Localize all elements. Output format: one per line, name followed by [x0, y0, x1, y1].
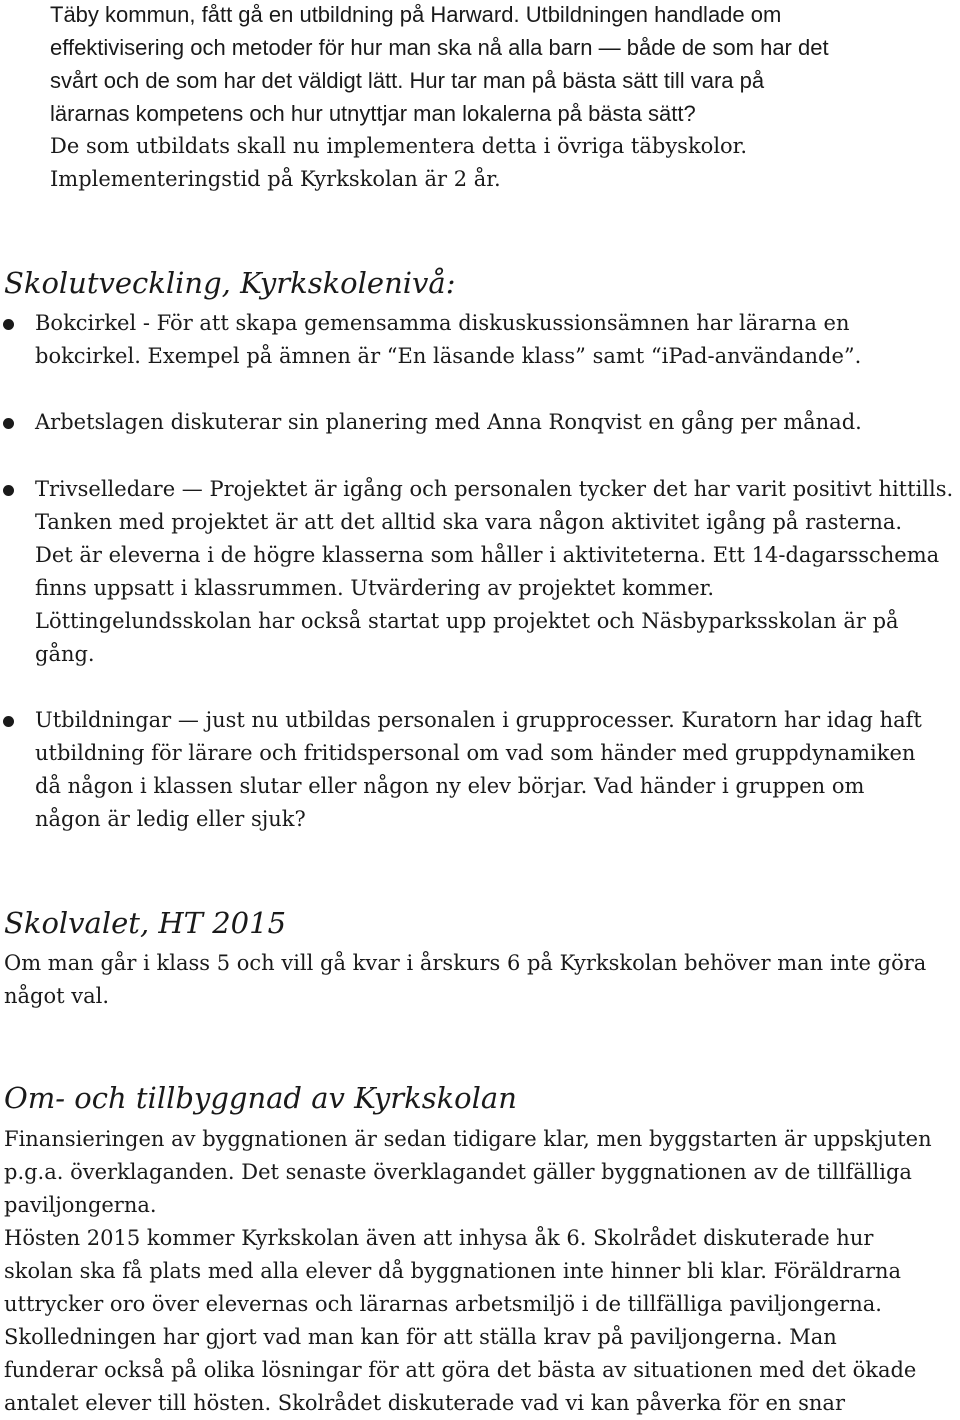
text-line: Det är eleverna i de högre klasserna som håller i aktiviteterna. Ett 14-dagarsschema	[35, 543, 940, 567]
bullet-icon	[3, 319, 14, 330]
text-line: Bokcirkel - För att skapa gemensamma diskuskussionsämnen har lärarna en	[35, 311, 850, 335]
bullet-text	[35, 473, 960, 671]
section-heading-skolutveckling: Skolutveckling, Kyrkskolenivå:	[4, 266, 456, 300]
bullet-icon	[3, 418, 14, 429]
paragraph-tillbyggnad	[4, 1123, 954, 1420]
bullet-icon	[3, 485, 14, 496]
text-line: Tanken med projektet är att det alltid ska vara någon aktivitet igång på rasterna.	[35, 510, 903, 534]
text-line: funderar också på olika lösningar för att göra det bästa av situationen med det ökade	[4, 1358, 917, 1382]
text-line: skolan ska få plats med alla elever då byggnationen inte hinner bli klar. Föräldrarna	[4, 1259, 902, 1283]
text-line: svårt och de som har det väldigt lätt. Hur tar man på bästa sätt till vara på	[50, 68, 765, 93]
text-line: finns uppsatt i klassrummen. Utvärdering av projektet kommer.	[35, 576, 715, 600]
text-line: Skolledningen har gjort vad man kan för att ställa krav på paviljongerna. Man	[4, 1325, 837, 1349]
text-line: då någon i klassen slutar eller någon ny elev börjar. Vad händer i gruppen om	[35, 774, 865, 798]
text-line: uttrycker oro över elevernas och lärarnas arbetsmiljö i de tillfälliga paviljongerna.	[4, 1292, 882, 1316]
text-line: någon är ledig eller sjuk?	[35, 807, 306, 831]
text-line: något val.	[4, 984, 110, 1008]
text-line: lärarnas kompetens och hur utnyttjar man lokalerna på bästa sätt?	[50, 101, 696, 126]
paragraph-skolvalet	[4, 947, 954, 1013]
text-line: bokcirkel. Exempel på ämnen är “En läsande klass” samt “iPad-användande”.	[35, 344, 862, 368]
intro-paragraph	[50, 0, 950, 196]
bullet-icon	[3, 716, 14, 727]
text-line: Trivselledare — Projektet är igång och personalen tycker det har varit positivt hittills.	[35, 477, 954, 501]
text-line: Arbetslagen diskuterar sin planering med Anna Ronqvist en gång per månad.	[35, 410, 862, 434]
text-line: Utbildningar — just nu utbildas personalen i grupprocesser. Kuratorn har idag haft	[35, 708, 922, 732]
text-line: De som utbildats skall nu implementera detta i övriga täbyskolor.	[50, 134, 748, 158]
text-line: Finansieringen av byggnationen är sedan tidigare klar, men byggstarten är uppskjuten	[4, 1127, 932, 1151]
bullet-text	[35, 704, 960, 836]
section-heading-tillbyggnad: Om- och tillbyggnad av Kyrkskolan	[4, 1081, 517, 1115]
text-line: paviljongerna.	[4, 1193, 157, 1217]
text-line: utbildning för lärare och fritidspersonal om vad som händer med gruppdynamiken	[35, 741, 916, 765]
text-line: Löttingelundsskolan har också startat upp projektet och Näsbyparksskolan är på	[35, 609, 899, 633]
bullet-text	[35, 406, 960, 439]
text-line: gång.	[35, 642, 95, 666]
bullet-text	[35, 307, 960, 373]
text-line: effektivisering och metoder för hur man ska nå alla barn — både de som har det	[50, 35, 829, 60]
text-line: antalet elever till hösten. Skolrådet diskuterade vad vi kan påverka för en snar	[4, 1391, 845, 1415]
text-line: Implementeringstid på Kyrkskolan är 2 år.	[50, 167, 501, 191]
text-line: Täby kommun, fått gå en utbildning på Harward. Utbildningen handlade om	[50, 2, 782, 27]
section-heading-skolvalet: Skolvalet, HT 2015	[4, 906, 287, 940]
text-line: Om man går i klass 5 och vill gå kvar i årskurs 6 på Kyrkskolan behöver man inte göra	[4, 951, 927, 975]
text-line: Hösten 2015 kommer Kyrkskolan även att inhysa åk 6. Skolrådet diskuterade hur	[4, 1226, 874, 1250]
text-line: p.g.a. överklaganden. Det senaste överklagandet gäller byggnationen av de tillfälliga	[4, 1160, 912, 1184]
